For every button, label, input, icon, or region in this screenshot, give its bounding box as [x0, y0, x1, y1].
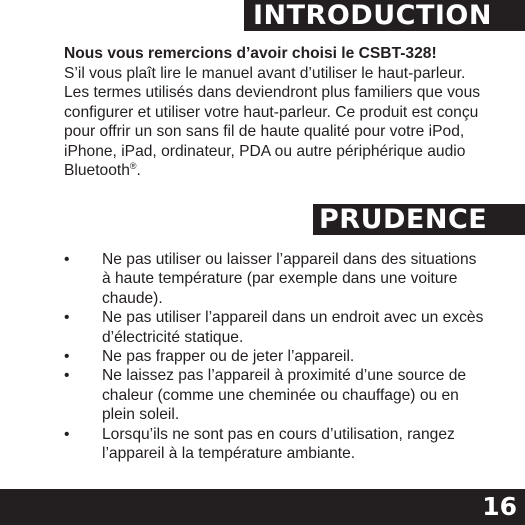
- intro-lead: Nous vous remercions d’avoir choisi le CSBT-328!: [64, 45, 437, 62]
- bullet-icon: •: [64, 309, 70, 327]
- bullet-icon: •: [64, 251, 70, 268]
- introduction-heading: INTRODUCTION: [244, 0, 525, 31]
- prudence-heading: PRUDENCE: [313, 204, 525, 235]
- caution-item: [64, 425, 484, 464]
- bullet-icon: •: [64, 348, 70, 366]
- bullet-icon: •: [64, 367, 70, 385]
- introduction-section: [64, 44, 484, 181]
- intro-end-punctuation: .: [136, 162, 141, 179]
- footer-bar: [0, 489, 525, 525]
- caution-item: [64, 366, 484, 424]
- caution-item-text: Ne laissez pas l’appareil à proximité d’une source de chaleur (comme une cheminée ou chauffage) ou en plein soleil.: [102, 367, 467, 424]
- caution-list: [64, 250, 484, 463]
- intro-body: [64, 64, 484, 181]
- caution-item: [64, 347, 484, 366]
- caution-item: [64, 308, 484, 347]
- intro-body-text: S’il vous plaît lire le manuel avant d’utiliser le haut-parleur. Les termes utilisés dans deviendront plus familiers que vous configurer et utiliser votre haut-parleur. Ce produit est conçu pour offrir un son sans fil de haute qualité pour votre iPod, iPhone, iPad, ordinateur, PDA ou autre périphérique audio Bluetooth: [64, 64, 481, 179]
- registered-trademark-symbol: ®: [129, 160, 137, 171]
- caution-item-text: Ne pas utiliser ou laisser l’appareil dans des situations à haute température (par exemple dans une voiture chaude).: [102, 251, 477, 307]
- caution-item-text: Ne pas utiliser l’appareil dans un endroit avec un excès d’électricité statique.: [102, 309, 484, 346]
- caution-item: [64, 250, 484, 308]
- page-number: 16: [482, 492, 517, 521]
- bullet-icon: •: [64, 425, 70, 443]
- caution-item-text: Ne pas frapper ou de jeter l’appareil.: [102, 348, 355, 366]
- caution-item-text: Lorsqu’ils ne sont pas en cours d’utilisation, rangez l’appareil à la température ambiante.: [102, 425, 455, 463]
